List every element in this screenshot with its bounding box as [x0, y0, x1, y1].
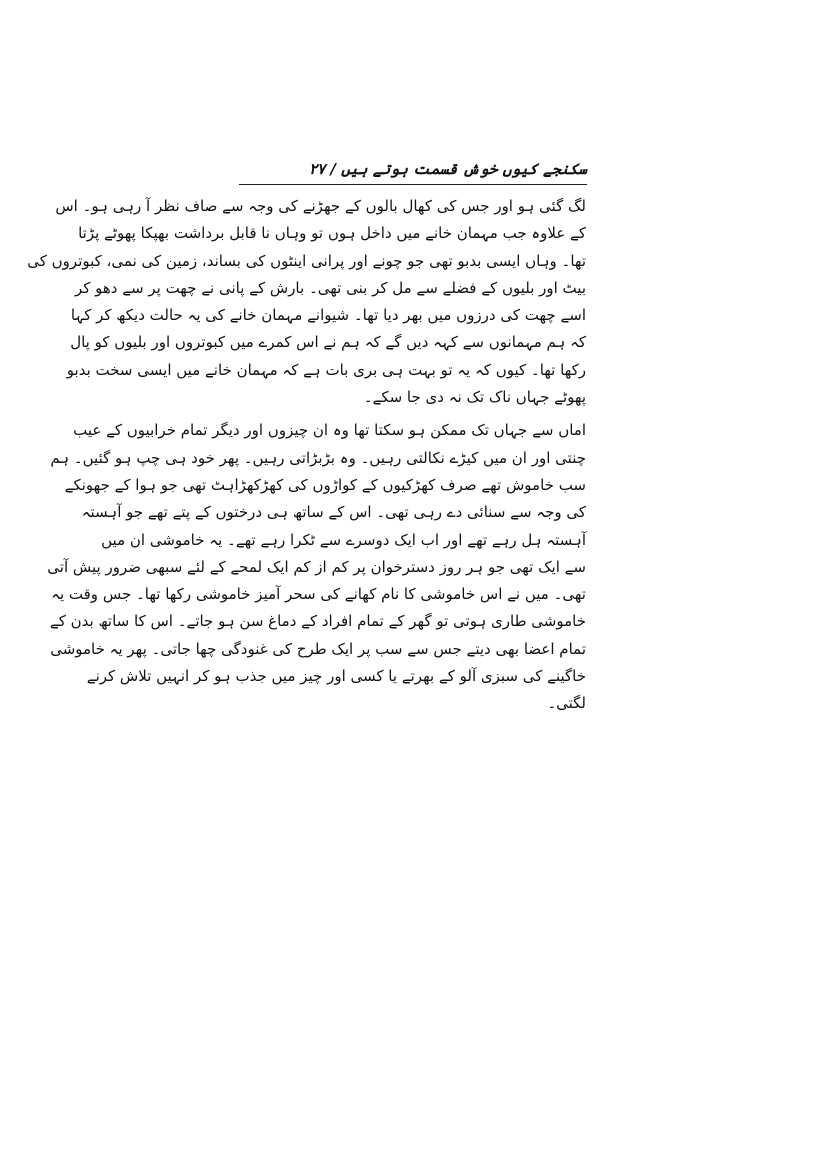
text-line: پھوٹے جہاں ناک تک نہ دی جا سکے۔: [363, 388, 586, 407]
text-line: چنتی اور ان میں کیڑے نکالتی رہیں۔ وہ بڑبڑاتی رہیں۔ پھر خود ہی چپ ہو گئیں۔ ہم: [50, 448, 586, 467]
text-line: کہ ہم مہمانوں سے کہہ دیں گے کہ ہم نے اس کمرے میں کبوتروں اور بلیوں کو پال: [70, 333, 586, 352]
text-line: اسے چھت کی درزوں میں بھر دیا تھا۔ شیوانے مہمان خانے کی یہ حالت دیکھ کر کہا: [70, 306, 586, 325]
text-line: تھی۔ میں نے اس خاموشی کا نام کھانے کی سحر آمیز خاموشی رکھا تھا۔ جس وقت یہ: [51, 585, 586, 604]
running-header-title: سکنجے کیوں خوش قسمت ہوتے ہیں / ۲۷: [309, 160, 587, 178]
text-line: خاموشی طاری ہوتی تو گھر کے تمام افراد کے دماغ سن ہو جاتے۔ اس کا ساتھ بدن کے: [49, 612, 586, 631]
paragraph-2: [47, 417, 586, 717]
header-divider: [239, 184, 587, 185]
text-line: کی وجہ سے سنائی دے رہی تھی۔ اس کے ساتھ ہی درختوں کے پتے تھے جو آہستہ: [81, 503, 586, 522]
text-line: کے علاوہ جب مہمان خانے میں داخل ہوں تو وہاں نا قابل برداشت بھپکا پھوٹے پڑتا: [78, 224, 586, 243]
text-line: اماں سے جہاں تک ممکن ہو سکتا تھا وہ ان چیزوں اور دیگر تمام خرابیوں کے عیب: [73, 421, 586, 440]
paragraph-1: [27, 193, 586, 411]
text-line: تھا۔ وہاں ایسی بدبو تھی جو چونے اور پرانی اینٹوں کی بساند، زمین کی نمی، کبوتروں کی: [27, 251, 586, 270]
text-line: تمام اعضا بھی دیتے جس سے سب پر ایک طرح کی غنودگی چھا جاتی۔ پھر یہ خاموشی: [50, 639, 586, 658]
text-line: لگتی۔: [547, 694, 586, 713]
text-line: بیٹ اور بلیوں کے فضلے سے مل کر بنی تھی۔ بارش کے پانی نے چھت پر سے دھو کر: [74, 278, 586, 297]
text-line: سب خاموش تھے صرف کھڑکیوں کے کواڑوں کی کھڑکھڑاہٹ تھی جو ہوا کے جھونکے: [64, 475, 586, 494]
text-line: لگ گئی ہو اور جس کی کھال بالوں کے جھڑنے کی وجہ سے صاف نظر آ رہی ہو۔ اس: [55, 197, 586, 215]
text-line: آہستہ ہل رہے تھے اور اب ایک دوسرے سے ٹکرا رہے تھے۔ یہ خاموشی ان میں: [101, 530, 586, 549]
body-text: [27, 193, 586, 718]
running-header: [239, 158, 587, 182]
text-line: سے ایک تھی جو ہر روز دسترخوان پر کم از کم ایک لمحے کے لئے سبھی ضرور پیش آتی: [47, 557, 586, 576]
text-line: خاگینے کی سبزی آلو کے بھرتے یا کسی اور چیز میں جذب ہو کر انہیں تلاش کرنے: [86, 667, 586, 686]
text-line: رکھا تھا۔ کیوں کہ یہ تو بہت ہی بری بات ہے کہ مہمان خانے میں ایسی سخت بدبو: [66, 360, 586, 379]
